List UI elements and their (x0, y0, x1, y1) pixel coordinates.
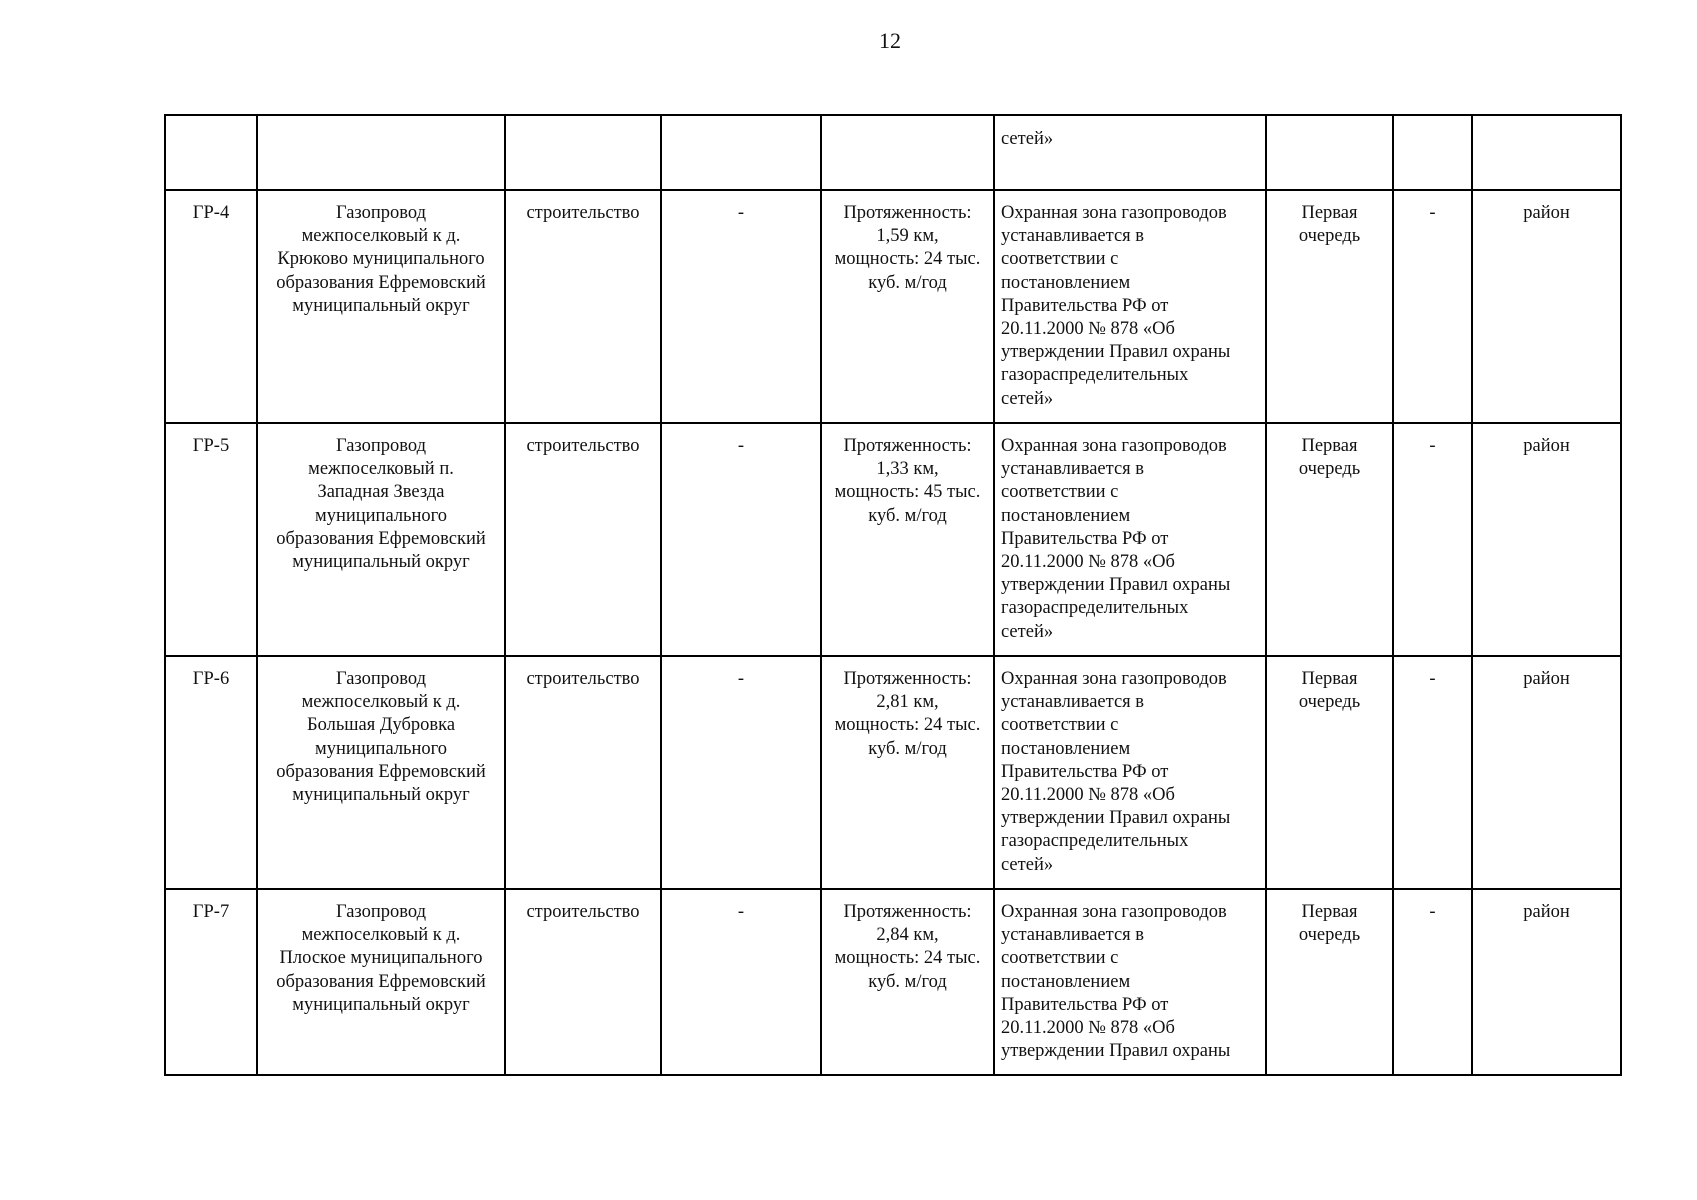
cell-level (1472, 889, 1621, 1075)
dash-value: - (737, 436, 745, 456)
activity-type: строительство (526, 203, 640, 223)
object-name-line: образования Ефремовский (276, 971, 486, 992)
params-line: Протяженность: (843, 436, 972, 456)
zone-line: Охранная зона газопроводов (1001, 436, 1227, 456)
level-value: район (1523, 436, 1570, 456)
cell-col4 (661, 889, 821, 1075)
object-name-line: образования Ефремовский (276, 761, 486, 782)
queue-line: очередь (1298, 925, 1361, 946)
cell-col8 (1393, 889, 1472, 1075)
params-line: мощность: 24 тыс. (834, 249, 981, 270)
zone-line: устанавливается в (1001, 226, 1145, 247)
object-name-line: Большая Дубровка (306, 715, 456, 736)
dash-value: - (1429, 436, 1436, 456)
cell-zone (994, 889, 1266, 1075)
cell-col8 (1393, 190, 1472, 423)
zone-line: утверждении Правил охраны (1001, 342, 1231, 363)
params-line: Протяженность: (843, 902, 972, 922)
queue-line: очередь (1298, 459, 1361, 480)
dash-value: - (1429, 203, 1436, 223)
cell-col4 (661, 190, 821, 423)
zone-line: постановлением (1001, 738, 1131, 759)
zone-line: 20.11.2000 № 878 «Об (1001, 552, 1175, 573)
zone-line: 20.11.2000 № 878 «Об (1001, 785, 1175, 806)
cell-params (821, 190, 994, 423)
cell-col8 (1393, 115, 1472, 190)
zone-line: газораспределительных (1001, 598, 1189, 619)
zone-line: постановлением (1001, 971, 1131, 992)
queue-line: Первая (1301, 669, 1358, 689)
object-name-line: муниципальный округ (292, 295, 470, 316)
params-line: куб. м/год (868, 272, 947, 293)
table-row (165, 423, 1621, 656)
dash-value: - (737, 902, 745, 922)
object-name-line: межпоселковый к д. (301, 692, 461, 713)
activity-type: строительство (526, 436, 640, 456)
params-line: 2,84 км, (876, 925, 939, 946)
table-row (165, 190, 1621, 423)
zone-line: газораспределительных (1001, 831, 1189, 852)
cell-params (821, 423, 994, 656)
zone-line: Охранная зона газопроводов (1001, 669, 1227, 689)
cell-type (505, 656, 661, 889)
zone-line: газораспределительных (1001, 365, 1189, 386)
zone-line: утверждении Правил охраны (1001, 1041, 1231, 1062)
cell-col8 (1393, 656, 1472, 889)
level-value: район (1523, 203, 1570, 223)
level-value: район (1523, 669, 1570, 689)
cell-col4 (661, 115, 821, 190)
cell-params (821, 115, 994, 190)
object-code: ГР-7 (192, 902, 230, 922)
object-name-line: межпоселковый к д. (301, 226, 461, 247)
object-name-line: муниципальный округ (292, 785, 470, 806)
object-name-line: межпоселковый п. (308, 459, 454, 480)
params-line: куб. м/год (868, 738, 947, 759)
continuation-row (165, 115, 1621, 190)
object-code: ГР-5 (192, 436, 230, 456)
object-name-line: муниципального (314, 505, 448, 526)
cell-params (821, 656, 994, 889)
cell-level (1472, 190, 1621, 423)
cell-level (1472, 656, 1621, 889)
cell-queue (1266, 115, 1393, 190)
level-value: район (1523, 902, 1570, 922)
queue-line: очередь (1298, 692, 1361, 713)
cell-zone (994, 656, 1266, 889)
object-name-line: Газопровод (335, 902, 427, 922)
zone-tail-text: сетей» (1001, 129, 1054, 149)
cell-zone (994, 190, 1266, 423)
cell-code (165, 115, 257, 190)
params-line: Протяженность: (843, 669, 972, 689)
params-line: Протяженность: (843, 203, 972, 223)
cell-zone (994, 115, 1266, 190)
cell-name (257, 656, 505, 889)
object-code: ГР-4 (192, 203, 230, 223)
zone-line: соответствии с (1001, 715, 1119, 736)
object-name-line: Западная Звезда (317, 482, 445, 503)
zone-line: Охранная зона газопроводов (1001, 203, 1227, 223)
page-number: 12 (879, 28, 901, 53)
params-line: куб. м/год (868, 505, 947, 526)
table-row (165, 656, 1621, 889)
queue-line: очередь (1298, 226, 1361, 247)
params-line: мощность: 24 тыс. (834, 715, 981, 736)
cell-level (1472, 115, 1621, 190)
cell-queue (1266, 889, 1393, 1075)
object-name-line: образования Ефремовский (276, 528, 486, 549)
cell-name (257, 889, 505, 1075)
objects-table (164, 114, 1622, 1076)
params-line: 1,33 км, (876, 459, 939, 480)
activity-type: строительство (526, 902, 640, 922)
cell-name (257, 190, 505, 423)
params-line: 2,81 км, (876, 692, 939, 713)
params-line: 1,59 км, (876, 226, 939, 247)
zone-line: соответствии с (1001, 249, 1119, 270)
cell-code (165, 423, 257, 656)
params-line: куб. м/год (868, 971, 947, 992)
object-name-line: Газопровод (335, 669, 427, 689)
cell-type (505, 115, 661, 190)
activity-type: строительство (526, 669, 640, 689)
cell-col4 (661, 423, 821, 656)
params-line: мощность: 24 тыс. (834, 948, 981, 969)
zone-line: сетей» (1001, 621, 1054, 642)
cell-queue (1266, 423, 1393, 656)
zone-line: постановлением (1001, 272, 1131, 293)
zone-line: Охранная зона газопроводов (1001, 902, 1227, 922)
cell-code (165, 889, 257, 1075)
object-name-line: Газопровод (335, 436, 427, 456)
zone-line: 20.11.2000 № 878 «Об (1001, 1018, 1175, 1039)
object-name-line: муниципальный округ (292, 552, 470, 573)
cell-type (505, 423, 661, 656)
cell-queue (1266, 656, 1393, 889)
cell-col8 (1393, 423, 1472, 656)
params-line: мощность: 45 тыс. (834, 482, 981, 503)
object-name-line: муниципальный округ (292, 994, 470, 1015)
dash-value: - (737, 669, 745, 689)
object-code: ГР-6 (192, 669, 230, 689)
zone-line: устанавливается в (1001, 459, 1145, 480)
dash-value: - (737, 203, 745, 223)
cell-queue (1266, 190, 1393, 423)
object-name-line: межпоселковый к д. (301, 925, 461, 946)
queue-line: Первая (1301, 203, 1358, 223)
zone-line: соответствии с (1001, 482, 1119, 503)
object-name-line: образования Ефремовский (276, 272, 486, 293)
dash-value: - (1429, 902, 1436, 922)
cell-level (1472, 423, 1621, 656)
cell-type (505, 889, 661, 1075)
cell-zone (994, 423, 1266, 656)
cell-code (165, 656, 257, 889)
cell-name (257, 115, 505, 190)
cell-type (505, 190, 661, 423)
dash-value: - (1429, 669, 1436, 689)
zone-line: Правительства РФ от (1001, 295, 1169, 316)
zone-line: устанавливается в (1001, 692, 1145, 713)
zone-line: утверждении Правил охраны (1001, 575, 1231, 596)
cell-code (165, 190, 257, 423)
zone-line: постановлением (1001, 505, 1131, 526)
zone-line: Правительства РФ от (1001, 761, 1169, 782)
zone-line: 20.11.2000 № 878 «Об (1001, 319, 1175, 340)
object-name-line: Крюково муниципального (277, 249, 485, 270)
queue-line: Первая (1301, 436, 1358, 456)
table-row (165, 889, 1621, 1075)
zone-line: сетей» (1001, 388, 1054, 409)
cell-col4 (661, 656, 821, 889)
zone-line: соответствии с (1001, 948, 1119, 969)
zone-line: утверждении Правил охраны (1001, 808, 1231, 829)
zone-line: сетей» (1001, 854, 1054, 875)
queue-line: Первая (1301, 902, 1358, 922)
cell-name (257, 423, 505, 656)
object-name-line: муниципального (314, 738, 448, 759)
zone-line: Правительства РФ от (1001, 994, 1169, 1015)
zone-line: Правительства РФ от (1001, 528, 1169, 549)
cell-params (821, 889, 994, 1075)
object-name-line: Плоское муниципального (279, 948, 483, 969)
object-name-line: Газопровод (335, 203, 427, 223)
zone-line: устанавливается в (1001, 925, 1145, 946)
